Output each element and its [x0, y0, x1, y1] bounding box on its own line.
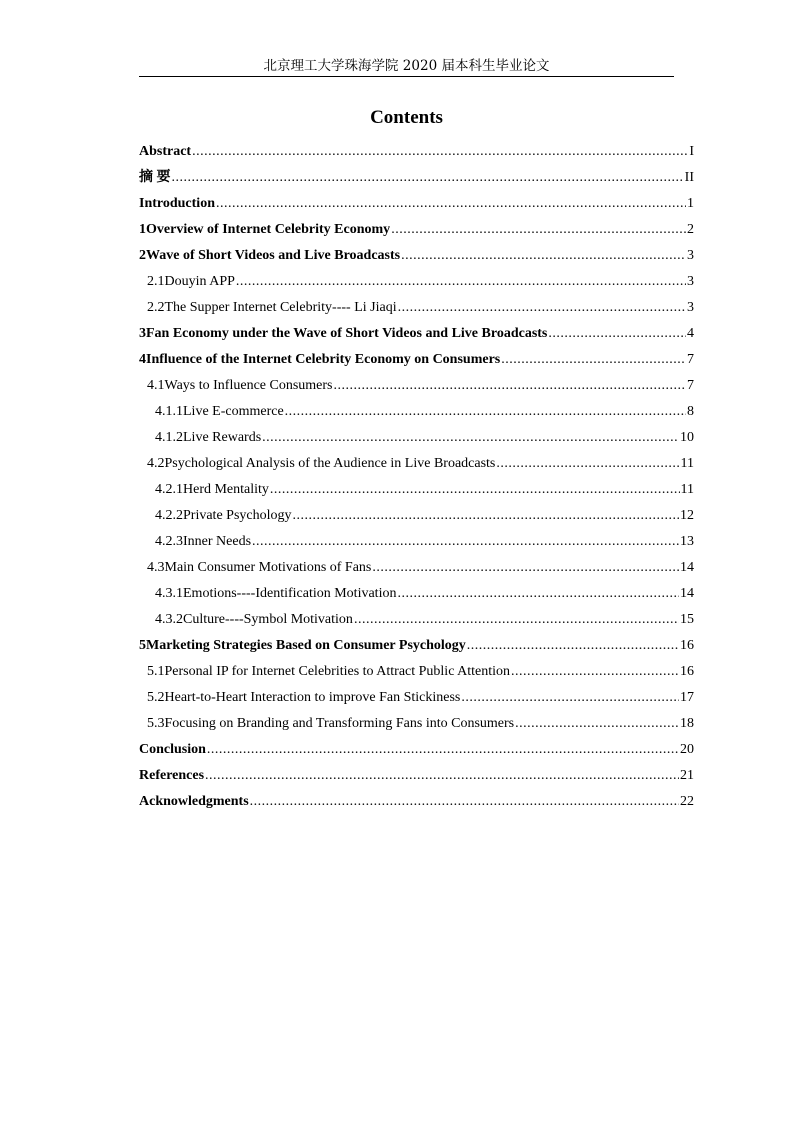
toc-entry[interactable]: [139, 763, 694, 789]
toc-entry-number: 5.1: [147, 664, 165, 679]
toc-entry-number: 4.3.2: [155, 612, 183, 627]
toc-entry[interactable]: [139, 139, 694, 165]
toc-entry[interactable]: [139, 373, 694, 399]
toc-entry[interactable]: [139, 633, 694, 659]
toc-entry[interactable]: [139, 581, 694, 607]
toc-entry[interactable]: [139, 555, 694, 581]
toc-entry-page: 17: [680, 690, 694, 705]
toc-entry-label: Inner Needs: [183, 534, 252, 549]
toc-entry[interactable]: [139, 347, 694, 373]
toc-entry[interactable]: [139, 399, 694, 425]
toc-entry-label: Live E-commerce: [183, 404, 284, 419]
toc-entry[interactable]: [139, 321, 694, 347]
toc-entry-label: Influence of the Internet Celebrity Economy on Consumers: [146, 352, 501, 367]
toc-entry[interactable]: [139, 529, 694, 555]
dot-leader: [250, 789, 679, 815]
toc-entry-page: 2: [687, 222, 694, 237]
toc-entry-number: 5.2: [147, 690, 165, 705]
toc-entry[interactable]: [139, 191, 694, 217]
dot-leader: [354, 607, 679, 633]
toc-entry-label: Emotions----Identification Motivation: [183, 586, 397, 601]
toc-entry-page: 13: [680, 534, 694, 549]
toc-entry-label: Abstract: [139, 144, 192, 159]
toc-entry[interactable]: [139, 451, 694, 477]
toc-entry-page: 16: [680, 638, 694, 653]
header-rule: [139, 76, 674, 77]
toc-entry-page: 21: [680, 768, 694, 783]
toc-entry[interactable]: [139, 477, 694, 503]
toc-entry[interactable]: [139, 243, 694, 269]
toc-entry[interactable]: [139, 737, 694, 763]
toc-entry-number: 5: [139, 638, 146, 653]
dot-leader: [205, 763, 679, 789]
toc-entry[interactable]: [139, 295, 694, 321]
toc-entry-number: 4.2.1: [155, 482, 183, 497]
dot-leader: [293, 503, 680, 529]
toc-entry-label: Main Consumer Motivations of Fans: [164, 560, 372, 575]
toc-entry-label: 摘 要: [139, 170, 171, 185]
dot-leader: [501, 347, 686, 373]
toc-entry-label: Introduction: [139, 196, 215, 211]
toc-entry-number: 2.2: [147, 300, 165, 315]
toc-entry[interactable]: [139, 425, 694, 451]
toc-entry-label: Fan Economy under the Wave of Short Videos and Live Broadcasts: [146, 326, 548, 341]
dot-leader: [192, 139, 688, 165]
toc-entry[interactable]: [139, 789, 694, 815]
toc-entry-page: 7: [687, 378, 694, 393]
toc-entry-page: 3: [687, 274, 694, 289]
toc-entry-number: 2.1: [147, 274, 165, 289]
toc-entry-label: References: [139, 768, 205, 783]
toc-entry-label: Herd Mentality: [183, 482, 269, 497]
toc-entry[interactable]: [139, 503, 694, 529]
toc-entry-page: 18: [680, 716, 694, 731]
toc-entry-page: 14: [680, 586, 694, 601]
toc-entry-page: 4: [687, 326, 694, 341]
toc-entry-page: 1: [687, 196, 694, 211]
dot-leader: [511, 659, 679, 685]
dot-leader: [236, 269, 686, 295]
dot-leader: [461, 685, 679, 711]
dot-leader: [285, 399, 686, 425]
toc-entry-label: Wave of Short Videos and Live Broadcasts: [146, 248, 401, 263]
toc-entry-page: 3: [687, 300, 694, 315]
dot-leader: [398, 295, 686, 321]
dot-leader: [515, 711, 679, 737]
toc-entry-label: Overview of Internet Celebrity Economy: [146, 222, 391, 237]
dot-leader: [207, 737, 679, 763]
toc-entry-number: 4.2: [147, 456, 165, 471]
dot-leader: [262, 425, 679, 451]
toc-entry[interactable]: [139, 269, 694, 295]
toc-entry-label: Psychological Analysis of the Audience in Live Broadcasts: [164, 456, 496, 471]
dot-leader: [334, 373, 687, 399]
toc-entry-number: 1: [139, 222, 146, 237]
toc-entry-page: 12: [680, 508, 694, 523]
toc-entry-page: 10: [680, 430, 694, 445]
toc-entry-label: Conclusion: [139, 742, 206, 757]
toc-entry-number: 4.3: [147, 560, 165, 575]
toc-entry-number: 4: [139, 352, 146, 367]
dot-leader: [270, 477, 680, 503]
toc-entry[interactable]: [139, 659, 694, 685]
toc-entry-label: Culture----Symbol Motivation: [183, 612, 353, 627]
toc-entry[interactable]: [139, 711, 694, 737]
toc-entry-page: 14: [680, 560, 694, 575]
dot-leader: [548, 321, 686, 347]
toc-entry[interactable]: [139, 685, 694, 711]
toc-entry-label: Personal IP for Internet Celebrities to Attract Public Attention: [164, 664, 511, 679]
toc-entry-label: Acknowledgments: [139, 794, 249, 809]
toc-entry-number: 3: [139, 326, 146, 341]
toc-entry-label: Heart-to-Heart Interaction to improve Fan Stickiness: [164, 690, 461, 705]
page-title: Contents: [370, 107, 443, 128]
dot-leader: [397, 581, 679, 607]
toc-entry-number: 5.3: [147, 716, 165, 731]
toc-entry-page: 16: [680, 664, 694, 679]
dot-leader: [401, 243, 686, 269]
toc-entry-page: 22: [680, 794, 694, 809]
toc-entry[interactable]: [139, 607, 694, 633]
toc-entry-page: 15: [680, 612, 694, 627]
toc-entry-page: I: [689, 144, 694, 159]
toc-entry-label: The Supper Internet Celebrity---- Li Jiaqi: [164, 300, 397, 315]
dot-leader: [252, 529, 679, 555]
dot-leader: [496, 451, 679, 477]
dot-leader: [216, 191, 686, 217]
toc-entry-number: 4.1.1: [155, 404, 183, 419]
toc-entry-label: Private Psychology: [183, 508, 292, 523]
table-of-contents: [139, 139, 694, 815]
toc-entry-page: 20: [680, 742, 694, 757]
toc-entry-number: 4.1: [147, 378, 165, 393]
toc-entry[interactable]: [139, 165, 694, 191]
toc-entry-label: Focusing on Branding and Transforming Fans into Consumers: [164, 716, 515, 731]
toc-entry-number: 4.1.2: [155, 430, 183, 445]
toc-entry-label: Ways to Influence Consumers: [164, 378, 333, 393]
toc-entry-label: Douyin APP: [164, 274, 235, 289]
toc-entry-number: 4.3.1: [155, 586, 183, 601]
dot-leader: [172, 165, 684, 191]
dot-leader: [372, 555, 679, 581]
toc-entry-page: 8: [687, 404, 694, 419]
toc-entry-number: 4.2.3: [155, 534, 183, 549]
toc-entry-number: 2: [139, 248, 146, 263]
toc-entry-page: 11: [680, 482, 694, 497]
toc-entry[interactable]: [139, 217, 694, 243]
toc-entry-page: 11: [680, 456, 694, 471]
dot-leader: [391, 217, 686, 243]
toc-entry-label: Marketing Strategies Based on Consumer Psychology: [146, 638, 466, 653]
running-header: 北京理工大学珠海学院 2020 届本科生毕业论文: [263, 58, 550, 74]
toc-entry-page: 3: [687, 248, 694, 263]
toc-entry-number: 4.2.2: [155, 508, 183, 523]
dot-leader: [467, 633, 679, 659]
toc-entry-page: 7: [687, 352, 694, 367]
toc-entry-label: Live Rewards: [183, 430, 262, 445]
toc-entry-page: II: [684, 170, 694, 185]
